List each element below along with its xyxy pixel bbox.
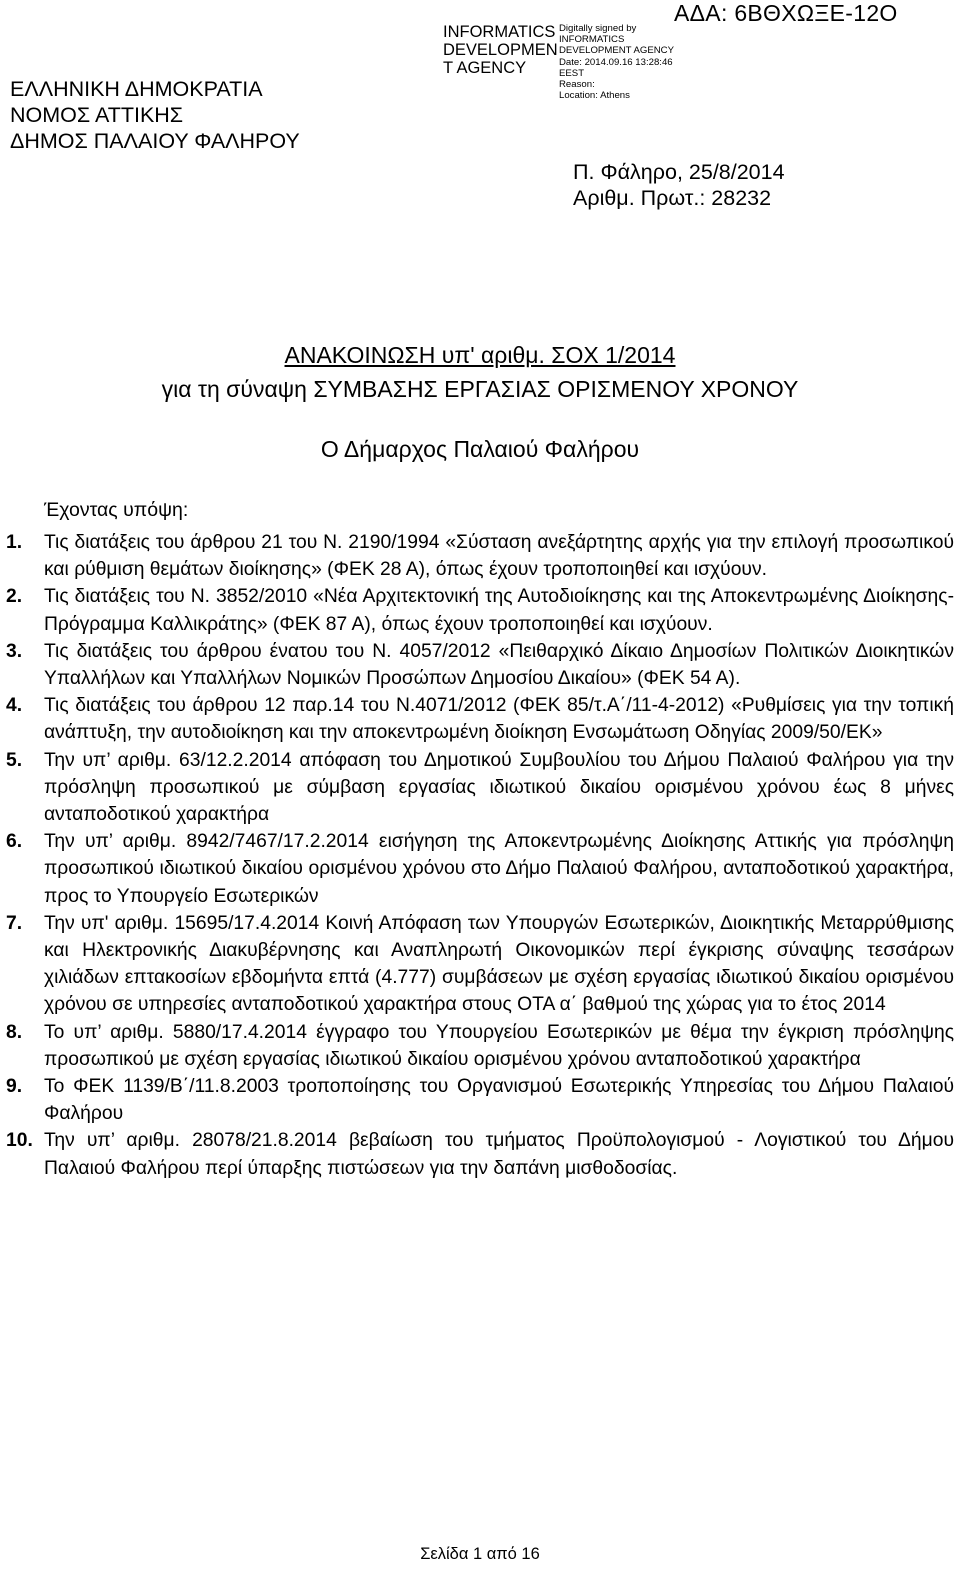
place-date: Π. Φάληρο, 25/8/2014 <box>573 160 785 184</box>
list-item <box>6 529 954 583</box>
list-item <box>6 910 954 1019</box>
signature-detail-line: Location: Athens <box>559 90 630 102</box>
signer-line: INFORMATICS <box>443 23 556 41</box>
item-number: 10. <box>6 1130 33 1152</box>
list-item <box>6 638 954 692</box>
item-number: 1. <box>6 532 23 553</box>
item-number: 3. <box>6 640 23 662</box>
signer-line: T AGENCY <box>443 59 527 77</box>
considering-label: Έχοντας υπόψη: <box>44 499 189 521</box>
list-item <box>6 692 954 746</box>
announcement-title <box>0 338 960 406</box>
item-text: Το υπ’ αριθμ. 5880/17.4.2014 έγγραφο του Υπουργείου Εσωτερικών με θέμα την έγκριση πρόσληψης προσωπικού με σχέση εργασίας ιδιωτικού δικαίου ορισμένου χρόνου ανταποδοτικού χαρακτήρα <box>44 1021 954 1070</box>
item-text: Τις διατάξεις του άρθρου 12 παρ.14 του Ν.4071/2012 (ΦΕΚ 85/τ.Α΄/11-4-2012) «Ρυθμίσεις για την τοπική ανάπτυξη, την αυτοδιοίκηση και την αποκεντρωμένη διοίκηση Ενσωμάτωση Οδηγίας 2009/50/ΕΚ» <box>44 695 954 744</box>
list-item <box>6 583 954 637</box>
list-item <box>6 828 954 910</box>
org-line: ΕΛΛΗΝΙΚΗ ΔΗΜΟΚΡΑΤΙΑ <box>10 77 263 101</box>
signature-detail-line: EEST <box>559 67 585 79</box>
item-number: 2. <box>6 586 23 608</box>
signature-detail-line: DEVELOPMENT AGENCY <box>559 45 674 57</box>
signature-detail-line: Digitally signed by <box>559 23 637 34</box>
item-number: 8. <box>6 1021 23 1043</box>
item-text: Την υπ’ αριθμ. 63/12.2.2014 απόφαση του Δημοτικού Συμβουλίου του Δήμου Παλαιού Φαλήρου για την πρόσληψη προσωπικού με σύμβαση εργασίας ιδιωτικού δικαίου ορισμένου χρόνου έως 8 μήνες ανταποδοτικού χαρακτήρα <box>44 749 954 826</box>
signature-detail-line: INFORMATICS <box>559 34 625 46</box>
digital-signature-signer <box>443 23 558 77</box>
list-item <box>6 1073 954 1127</box>
mayor-heading: Ο Δήμαρχος Παλαιού Φαλήρου <box>320 436 640 462</box>
signature-detail-line: Reason: <box>559 79 595 91</box>
protocol-number: Αριθμ. Πρωτ.: 28232 <box>573 186 772 210</box>
list-item <box>6 1127 954 1181</box>
list-item <box>6 747 954 829</box>
item-text: Τις διατάξεις του Ν. 3852/2010 «Νέα Αρχιτεκτονική της Αυτοδιοίκησης και της Αποκεντρωμένης Διοίκησης- Πρόγραμμα Καλλικράτης» (ΦΕΚ 87 Α), όπως έχουν τροποποιηθεί και ισχύουν. <box>44 586 954 635</box>
item-number: 9. <box>6 1076 23 1098</box>
org-line: ΔΗΜΟΣ ΠΑΛΑΙΟΥ ΦΑΛΗΡΟΥ <box>10 129 300 153</box>
item-number: 4. <box>6 695 23 717</box>
org-line: ΝΟΜΟΣ ΑΤΤΙΚΗΣ <box>10 103 184 127</box>
item-number: 7. <box>6 912 23 934</box>
organization-header <box>10 76 300 154</box>
title-line-2: για τη σύναψη ΣΥΜΒΑΣΗΣ ΕΡΓΑΣΙΑΣ ΟΡΙΣΜΕΝΟΥ ΧΡΟΝΟΥ <box>161 376 799 402</box>
considerations-list <box>0 529 960 1182</box>
item-number: 6. <box>6 831 23 853</box>
page-number: Σελίδα 1 από 16 <box>420 1545 540 1563</box>
list-item <box>6 1019 954 1073</box>
signature-detail-line: Date: 2014.09.16 13:28:46 <box>559 56 673 68</box>
item-text: Το ΦΕΚ 1139/Β΄/11.8.2003 τροποποίησης του Οργανισμού Εσωτερικής Υπηρεσίας του Δήμου Παλαιού Φαλήρου <box>44 1076 954 1125</box>
item-text: Την υπ' αριθμ. 15695/17.4.2014 Κοινή Απόφαση των Υπουργών Εσωτερικών, Διοικητικής Μεταρρύθμισης και Ηλεκτρονικής Διακυβέρνησης και Αναπληρωτή Οικονομικών περί έγκρισης σύναψης τεσσάρων χιλιάδων επτακοσίων εβδομήντα επτά (4.777) συμβάσεων με σχέση εργασίας ιδιωτικού δικαίου ορισμένου χρόνου σε υπηρεσίες ανταποδοτικού χαρακτήρα στους ΟΤΑ α΄ βαθμού της χώρας για το έτος 2014 <box>44 912 954 1016</box>
title-line-1: ΑΝΑΚΟΙΝΩΣΗ υπ' αριθμ. ΣΟΧ 1/2014 <box>284 342 676 368</box>
item-number: 5. <box>6 749 23 771</box>
item-text: Τις διατάξεις του άρθρου 21 του Ν. 2190/1994 «Σύσταση ανεξάρτητης αρχής για την επιλογή προσωπικού και ρύθμιση θεμάτων διοίκησης» (ΦΕΚ 28 Α), όπως έχουν τροποποιηθεί και ισχύουν. <box>44 532 954 581</box>
item-text: Την υπ’ αριθμ. 8942/7467/17.2.2014 εισήγηση της Αποκεντρωμένης Διοίκησης Αττικής για πρόσληψη προσωπικού ιδιωτικού δικαίου ορισμένου χρόνου στο Δήμο Παλαιού Φαλήρου, ανταποδοτικού χαρακτήρα, προς το Υπουργείο Εσωτερικών <box>44 831 954 907</box>
item-text: Την υπ’ αριθμ. 28078/21.8.2014 βεβαίωση του τμήματος Προϋπολογισμού - Λογιστικού του Δήμου Παλαιού Φαλήρου περί ύπαρξης πιστώσεων για την δαπάνη μισθοδοσίας. <box>44 1130 954 1179</box>
ada-code: ΑΔΑ: 6ΒΘΧΩΞΕ-12Ο <box>674 0 898 26</box>
digital-signature-details <box>559 23 719 101</box>
item-text: Τις διατάξεις του άρθρου ένατου του Ν. 4057/2012 «Πειθαρχικό Δίκαιο Δημοσίων Πολιτικών Διοικητικών Υπαλλήλων και Υπαλλήλων Νομικών Προσώπων Δημοσίου Δικαίου» (ΦΕΚ 54 Α). <box>44 640 954 690</box>
place-date-block <box>573 159 785 211</box>
signer-line: DEVELOPMEN <box>443 41 558 59</box>
